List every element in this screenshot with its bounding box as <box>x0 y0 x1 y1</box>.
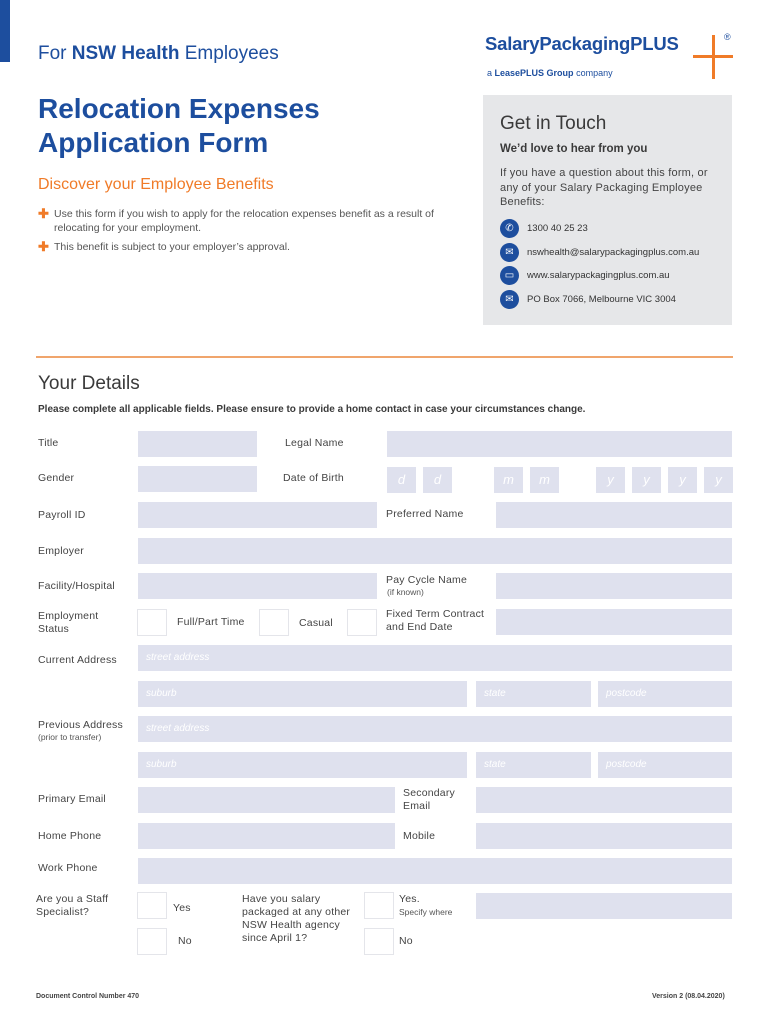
dob-year-3[interactable]: y <box>668 467 697 493</box>
label-home-phone: Home Phone <box>38 830 102 842</box>
label-previous-address: Previous Address <box>38 719 123 731</box>
previous-postcode-field[interactable]: postcode <box>598 752 732 778</box>
contact-postal: PO Box 7066, Melbourne VIC 3004 <box>527 294 676 305</box>
section-instruction: Please complete all applicable fields. Please ensure to provide a home contact in case your circumstances change. <box>38 404 586 415</box>
gender-field[interactable] <box>138 466 257 492</box>
plus-bullet-icon: ✚ <box>38 206 49 221</box>
current-suburb-field[interactable]: suburb <box>138 681 467 707</box>
plus-bullet-icon: ✚ <box>38 239 49 254</box>
preferred-name-field[interactable] <box>496 502 732 528</box>
label-current-address: Current Address <box>38 654 117 666</box>
label-employment-status: Employment Status <box>38 610 99 635</box>
previous-street-field[interactable]: street address <box>138 716 732 742</box>
previous-state-field[interactable]: state <box>476 752 591 778</box>
benefits-heading: Discover your Employee Benefits <box>38 176 274 193</box>
staff-specialist-no-checkbox[interactable] <box>137 928 167 955</box>
bullet-item: ✚ This benefit is subject to your employer’s approval. <box>38 239 290 254</box>
label-full-part-time: Full/Part Time <box>177 616 245 628</box>
label-no: No <box>178 935 192 947</box>
secondary-email-field[interactable] <box>476 787 732 813</box>
label-specify-where: Specify where <box>399 907 453 917</box>
page-title: Relocation Expenses Application Form <box>38 93 320 158</box>
label-yes-specify: Yes. <box>399 893 420 905</box>
label-yes: Yes <box>173 902 191 914</box>
contact-phone[interactable]: 1300 40 25 23 <box>527 223 588 234</box>
label-secondary-email: Secondary Email <box>403 787 455 812</box>
primary-email-field[interactable] <box>138 787 395 813</box>
contact-panel-text: If you have a question about this form, or any of your Salary Packaging Employee Benefits: <box>500 167 708 208</box>
full-part-time-checkbox[interactable] <box>137 609 167 636</box>
dob-day-1[interactable]: d <box>387 467 416 493</box>
contact-email[interactable]: nswhealth@salarypackagingplus.com.au <box>527 247 700 258</box>
label-pay-cycle-note: (if known) <box>387 587 424 597</box>
bullet-item: ✚ Use this form if you wish to apply for the relocation expenses benefit as a result of relocating for your employment. <box>38 206 434 234</box>
monitor-icon: ▭ <box>500 266 519 285</box>
payroll-id-field[interactable] <box>138 502 377 528</box>
company-tagline: a LeasePLUS Group company <box>487 68 613 78</box>
casual-checkbox[interactable] <box>259 609 289 636</box>
section-divider <box>36 356 733 358</box>
facility-field[interactable] <box>138 573 377 599</box>
specify-where-field[interactable] <box>476 893 732 919</box>
fixed-term-checkbox[interactable] <box>347 609 377 636</box>
dob-year-2[interactable]: y <box>632 467 661 493</box>
home-phone-field[interactable] <box>138 823 395 849</box>
salary-packaged-no-checkbox[interactable] <box>364 928 394 955</box>
contact-website[interactable]: www.salarypackagingplus.com.au <box>527 270 670 281</box>
label-employer: Employer <box>38 545 84 557</box>
label-primary-email: Primary Email <box>38 793 106 805</box>
fixed-term-end-date-field[interactable] <box>496 609 732 635</box>
previous-suburb-field[interactable]: suburb <box>138 752 467 778</box>
envelope-icon: ✉ <box>500 290 519 309</box>
dob-month-2[interactable]: m <box>530 467 559 493</box>
label-pay-cycle: Pay Cycle Name <box>386 574 467 586</box>
salary-packaged-yes-checkbox[interactable] <box>364 892 394 919</box>
label-legal-name: Legal Name <box>285 437 344 449</box>
contact-panel-subtitle: We’d love to hear from you <box>500 143 648 155</box>
title-field[interactable] <box>138 431 257 457</box>
work-phone-field[interactable] <box>138 858 732 884</box>
label-fixed-term: Fixed Term Contract and End Date <box>386 608 485 633</box>
legal-name-field[interactable] <box>387 431 732 457</box>
dob-day-2[interactable]: d <box>423 467 452 493</box>
section-heading-your-details: Your Details <box>38 373 140 394</box>
employer-field[interactable] <box>138 538 732 564</box>
label-previous-address-note: (prior to transfer) <box>38 732 102 742</box>
version-label: Version 2 (08.04.2020) <box>652 993 725 1000</box>
brand-bar <box>0 0 10 62</box>
label-salary-packaged-question: Have you salary packaged at any other NSW Health agency since April 1? <box>242 893 351 944</box>
label-preferred-name: Preferred Name <box>386 508 464 520</box>
current-postcode-field[interactable]: postcode <box>598 681 732 707</box>
current-state-field[interactable]: state <box>476 681 591 707</box>
label-casual: Casual <box>299 617 333 629</box>
mobile-field[interactable] <box>476 823 732 849</box>
label-work-phone: Work Phone <box>38 862 98 874</box>
dob-year-4[interactable]: y <box>704 467 733 493</box>
label-no-2: No <box>399 935 413 947</box>
label-gender: Gender <box>38 472 75 484</box>
logo-plus-icon-bar <box>693 55 733 58</box>
brand-logo: SalaryPackagingPLUS <box>485 33 679 54</box>
dob-year-1[interactable]: y <box>596 467 625 493</box>
label-dob: Date of Birth <box>283 472 344 484</box>
dob-month-1[interactable]: m <box>494 467 523 493</box>
phone-icon: ✆ <box>500 219 519 238</box>
label-title: Title <box>38 437 59 449</box>
document-control-number: Document Control Number 470 <box>36 993 140 1000</box>
contact-panel-title: Get in Touch <box>500 113 607 134</box>
current-street-field[interactable]: street address <box>138 645 732 671</box>
audience-heading: For NSW Health Employees <box>38 43 279 64</box>
label-staff-specialist: Are you a Staff Specialist? <box>36 893 109 918</box>
label-mobile: Mobile <box>403 830 436 842</box>
label-facility: Facility/Hospital <box>38 580 115 592</box>
email-icon: ✉ <box>500 243 519 262</box>
staff-specialist-yes-checkbox[interactable] <box>137 892 167 919</box>
pay-cycle-field[interactable] <box>496 573 732 599</box>
registered-mark: ® <box>724 32 731 42</box>
label-payroll-id: Payroll ID <box>38 509 86 521</box>
